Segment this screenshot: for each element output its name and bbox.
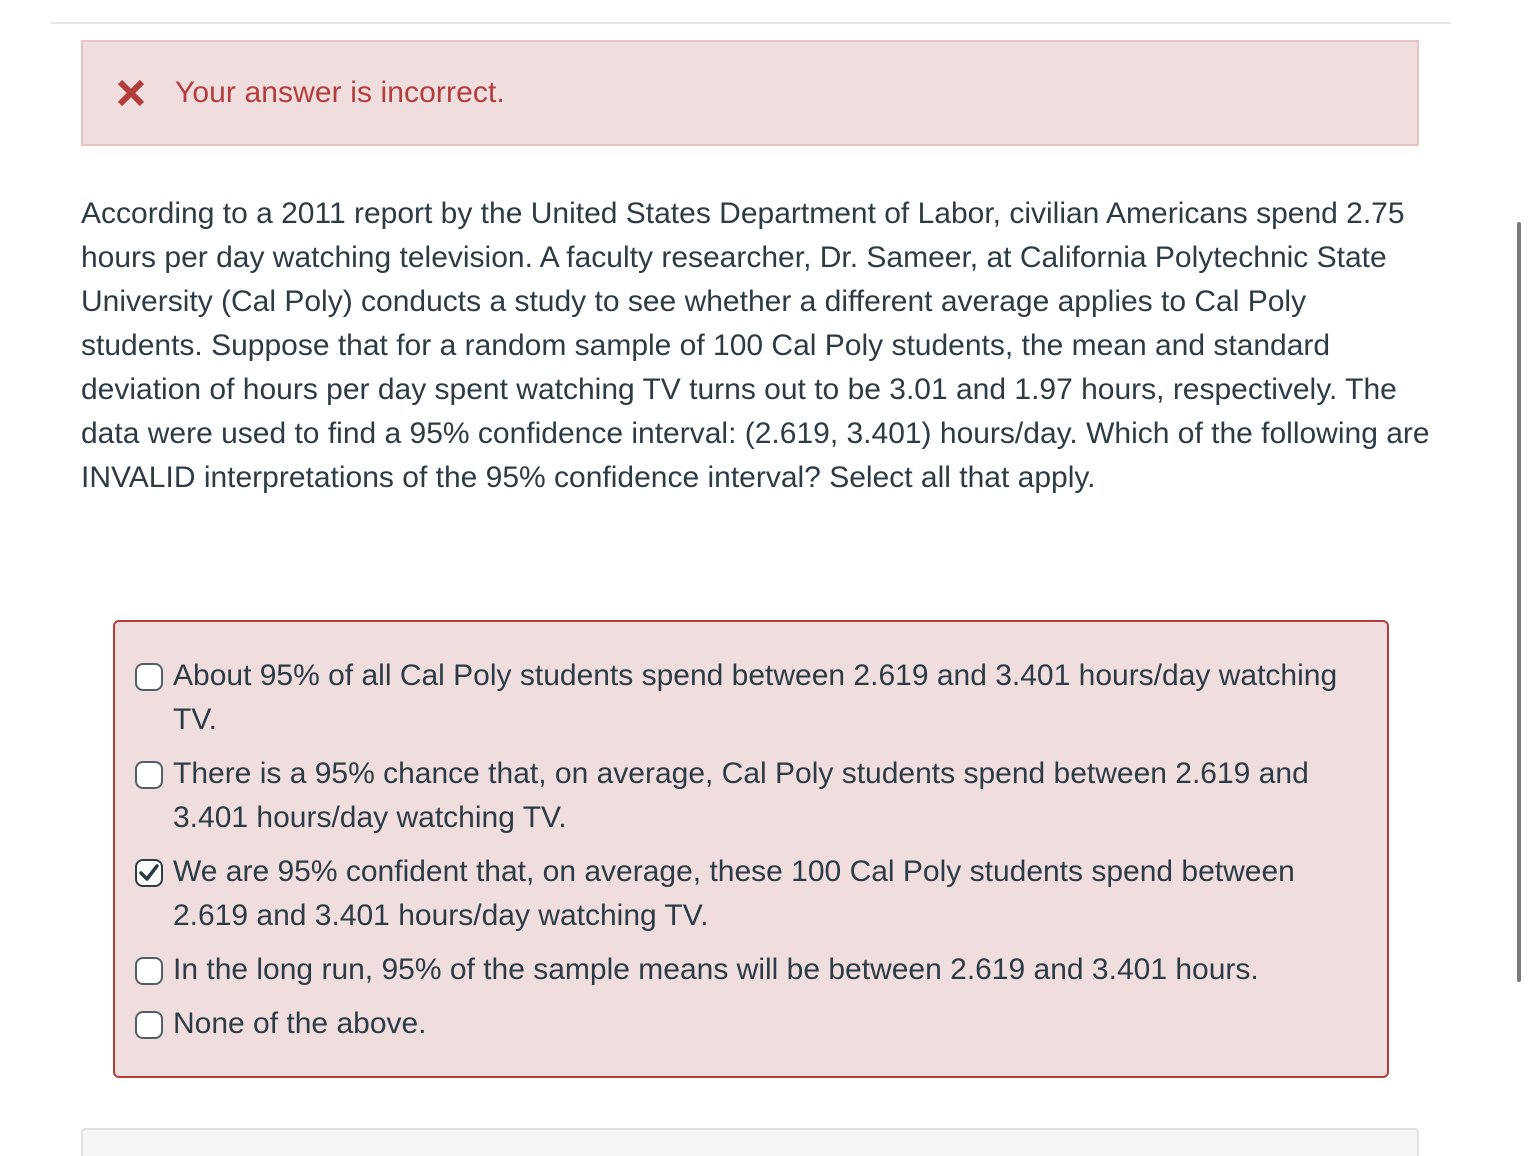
checkbox-unchecked[interactable] [135, 663, 163, 691]
answer-label: About 95% of all Cal Poly students spend between 2.619 and 3.401 hours/day watching TV. [173, 659, 1338, 736]
question-text: According to a 2011 report by the United States Department of Labor, civilian Americans spend 2.75 hours per day watching television. A faculty researcher, Dr. Sameer, at California Polytechnic State University (Cal Poly) conducts a study to see whether a different average applies to Cal Poly students. Suppose that for a random sample of 100 Cal Poly students, the mean and standard deviation of hours per day spent watching TV turns out to be 3.01 and 1.97 hours, respectively. The data were used to find a 95% confidence interval: (2.619, 3.401) hours/day. Which of the following are INVALID interpretations of the 95% confidence interval? Select all that apply. [81, 197, 1430, 494]
close-x-icon [113, 75, 149, 111]
answer-option-5[interactable] [135, 1002, 1387, 1046]
answer-option-2[interactable] [135, 752, 1387, 840]
checkmark-icon [138, 862, 160, 884]
checkbox-unchecked[interactable] [135, 1011, 163, 1039]
incorrect-answer-alert [81, 40, 1419, 146]
cut-off-heading [200, 0, 420, 4]
checkbox-unchecked[interactable] [135, 761, 163, 789]
checkbox-unchecked[interactable] [135, 957, 163, 985]
answer-option-4[interactable] [135, 948, 1387, 992]
checkbox-checked[interactable] [135, 859, 163, 887]
next-section-panel [81, 1128, 1419, 1156]
answer-label: There is a 95% chance that, on average, Cal Poly students spend between 2.619 and 3.401 hours/day watching TV. [173, 757, 1309, 834]
answer-label: In the long run, 95% of the sample means will be between 2.619 and 3.401 hours. [173, 953, 1259, 986]
vertical-scrollbar[interactable] [1517, 222, 1521, 982]
header-divider [50, 22, 1451, 24]
answer-option-1[interactable] [135, 654, 1387, 742]
answer-option-3[interactable] [135, 850, 1387, 938]
answer-label: We are 95% confident that, on average, these 100 Cal Poly students spend between 2.619 and 3.401 hours/day watching TV. [173, 855, 1295, 932]
answer-label: None of the above. [173, 1007, 427, 1040]
answer-options [113, 620, 1389, 1078]
alert-message: Your answer is incorrect. [175, 76, 505, 109]
